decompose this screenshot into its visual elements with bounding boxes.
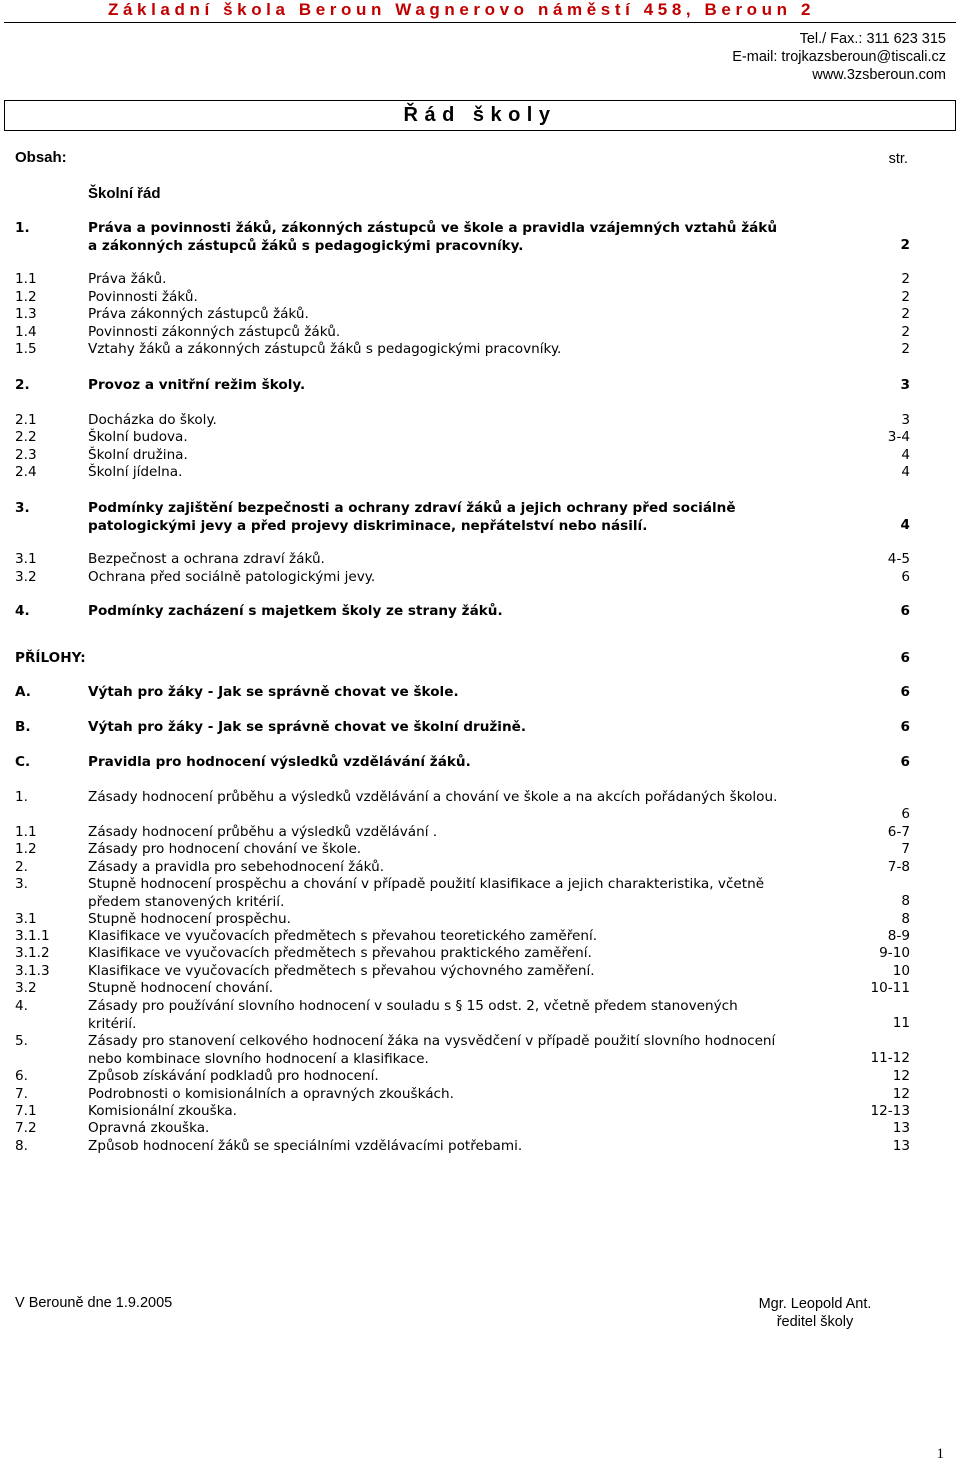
place-and-date: V Berouně dne 1.9.2005 [15,1295,173,1311]
toc-subheading: Školní řád [88,185,161,202]
toc-entry-number: B. [15,719,31,735]
toc-entry-title: Pravidla pro hodnocení výsledků vzdělávání žáků. [88,754,471,770]
toc-entry-page: 12-13 [870,1103,910,1119]
toc-entry-number: 3.1 [15,911,37,927]
toc-entry-number: 3.1.3 [15,963,50,979]
toc-entry-title: Podmínky zajištění bezpečnosti a ochrany zdraví žáků a jejich ochrany před sociálně patologickými jevy a před projevy diskriminace, nepřátelství nebo násilí. [88,500,736,534]
toc-entry-page: 10-11 [870,980,910,996]
phone-fax: Tel./ Fax.: 311 623 315 [799,31,946,47]
toc-entry-title: Stupně hodnocení chování. [88,980,274,996]
toc-entry-title: Klasifikace ve vyučovacích předmětech s převahou výchovného zaměření. [88,963,595,979]
toc-entry-title: Vztahy žáků a zákonných zástupců žáků s pedagogickými pracovníky. [88,341,562,357]
toc-entry-number: 2. [15,859,28,875]
toc-entry-number: 7. [15,1086,28,1102]
signature-role: ředitel školy [776,1314,854,1330]
toc-entry-title: Práva a povinnosti žáků, zákonných zástupců ve škole a pravidla vzájemných vztahů žáků a zákonných zástupců žáků s pedagogickými pracovníky. [88,220,778,254]
toc-entry-page: 8 [901,911,910,927]
toc-entry-number: 1.5 [15,341,37,357]
toc-entry-number: 3.1.1 [15,928,50,944]
toc-entry-number: 7.1 [15,1103,37,1119]
toc-entry-number: 2.4 [15,464,37,480]
toc-entry-title: Povinnosti žáků. [88,289,198,305]
toc-entry-title: Způsob získávání podkladů pro hodnocení. [88,1068,379,1084]
toc-entry-number: 1. [15,220,30,236]
website-link[interactable]: www.3zsberoun.com [812,67,946,83]
signature-name: Mgr. Leopold Ant. [758,1296,872,1312]
toc-entry-number: 5. [15,1033,28,1049]
toc-entry-title: Klasifikace ve vyučovacích předmětech s převahou praktického zaměření. [88,945,592,961]
toc-entry-title: Stupně hodnocení prospěchu a chování v případě použití klasifikace a jejich charakteristika, včetně předem stanovených kritérií. [88,876,765,910]
toc-page-column-label: str. [888,151,908,167]
toc-entry-number: 7.2 [15,1120,37,1136]
toc-entry-number: 3. [15,876,28,892]
toc-entry-title: Zásady pro stanovení celkového hodnocení žáka na vysvědčení v případě použití slovního hodnocení nebo kombinace slovního hodnocení a klasifikace. [88,1033,776,1067]
toc-entry-number: 2.3 [15,447,37,463]
toc-entry-number: 3.2 [15,569,37,585]
toc-entry-page: 11-12 [870,1050,910,1066]
toc-entry-page: 13 [892,1138,910,1154]
toc-entry-title: Práva žáků. [88,271,167,287]
toc-entry-page: 7-8 [887,859,910,875]
toc-entry-title: Komisionální zkouška. [88,1103,238,1119]
toc-entry-number: 1. [15,789,28,805]
toc-entry-title: Školní budova. [88,429,188,445]
toc-entry-page: 2 [901,306,910,322]
signature-block [745,1295,885,1331]
toc-entry-title: Opravná zkouška. [88,1120,210,1136]
toc-entry-number: 4. [15,603,30,619]
toc-entry-page: 3-4 [887,429,910,445]
toc-entry-page: 6 [900,603,910,619]
toc-entry-number: 1.1 [15,271,37,287]
toc-entry-page: 9-10 [879,945,910,961]
toc-entry-number: 1.2 [15,841,37,857]
toc-entry-number: 1.2 [15,289,37,305]
toc-entry-page: 12 [892,1086,910,1102]
toc-entry-page: 12 [892,1068,910,1084]
email-address[interactable]: E-mail: trojkazsberoun@tiscali.cz [732,49,946,65]
toc-entry-title: Zásady pro používání slovního hodnocení v souladu s § 15 odst. 2, včetně předem stanovených kritérií. [88,998,738,1032]
toc-entry-title: Stupně hodnocení prospěchu. [88,911,291,927]
toc-entry-page: 7 [901,841,910,857]
toc-entry-title: Povinnosti zákonných zástupců žáků. [88,324,341,340]
toc-entry-title: Zásady hodnocení průběhu a výsledků vzdělávání a chování ve škole a na akcích pořádaných školou. [88,789,778,805]
toc-entry-title: Podrobnosti o komisionálních a opravných zkouškách. [88,1086,454,1102]
toc-heading: Obsah: [15,149,67,166]
toc-entry-number: C. [15,754,31,770]
header-divider [4,22,956,23]
toc-entry-page: 6 [900,754,910,770]
toc-entry-title: Způsob hodnocení žáků se speciálními vzdělávacími potřebami. [88,1138,523,1154]
toc-entry-number: 3.1 [15,551,37,567]
toc-entry-number: A. [15,684,31,700]
toc-entry-page: 2 [901,289,910,305]
toc-entry-page: 8 [901,893,910,909]
toc-entry-title: Bezpečnost a ochrana zdraví žáků. [88,551,325,567]
document-title: Řád školy [403,104,557,126]
toc-entry-number: 1.4 [15,324,37,340]
toc-entry-number: 2.1 [15,412,37,428]
toc-entry-page: 3 [901,412,910,428]
toc-entry-title: Práva zákonných zástupců žáků. [88,306,309,322]
toc-entry-number: 3.2 [15,980,37,996]
toc-entry-page: 6 [901,806,910,822]
toc-entry-title: Provoz a vnitřní režim školy. [88,377,306,393]
toc-entry-page: 2 [900,237,910,253]
toc-entry-number: 4. [15,998,28,1014]
toc-entry-title: Výtah pro žáky - Jak se správně chovat ve školní družině. [88,719,527,735]
page-number: 1 [936,1446,944,1462]
toc-entry-number: 1.1 [15,824,37,840]
toc-entry-page: 6 [901,569,910,585]
toc-entry-page: 6 [900,650,910,666]
toc-entry-page: 6-7 [887,824,910,840]
toc-entry-title: Výtah pro žáky - Jak se správně chovat ve škole. [88,684,459,700]
toc-entry-title: Zásady pro hodnocení chování ve škole. [88,841,362,857]
toc-entry-number: 2.2 [15,429,37,445]
toc-entry-title: Školní družina. [88,447,188,463]
toc-entry-title: Zásady a pravidla pro sebehodnocení žáků. [88,859,385,875]
toc-entry-number: 3.1.2 [15,945,50,961]
toc-entry-page: 10 [892,963,910,979]
toc-entry-title: Zásady hodnocení průběhu a výsledků vzdělávání . [88,824,438,840]
toc-entry-page: 2 [901,271,910,287]
toc-entry-page: 4 [901,464,910,480]
toc-entry-page: 4-5 [887,551,910,567]
toc-entry-page: 13 [892,1120,910,1136]
toc-entry-page: 2 [901,324,910,340]
toc-entry-title: Podmínky zacházení s majetkem školy ze strany žáků. [88,603,503,619]
toc-entry-number: 8. [15,1138,28,1154]
toc-entry-page: 11 [892,1015,910,1031]
toc-entry-page: 4 [901,447,910,463]
toc-entry-title: Klasifikace ve vyučovacích předmětech s převahou teoretického zaměření. [88,928,598,944]
toc-entry-page: 6 [900,684,910,700]
toc-entry-page: 3 [900,377,910,393]
toc-entry-title: Ochrana před sociálně patologickými jevy. [88,569,376,585]
school-name: Základní škola Beroun Wagnerovo náměstí 458, Beroun 2 [108,0,816,19]
toc-entry-page: 8-9 [887,928,910,944]
toc-entry-number: 2. [15,377,30,393]
toc-entry-number: 1.3 [15,306,37,322]
toc-entry-number: PŘÍLOHY: [15,650,86,666]
toc-entry-title: Školní jídelna. [88,464,183,480]
toc-entry-title: Docházka do školy. [88,412,217,428]
toc-entry-number: 6. [15,1068,28,1084]
toc-entry-page: 4 [900,517,910,533]
document-title-box [4,100,956,131]
toc-entry-page: 2 [901,341,910,357]
toc-entry-number: 3. [15,500,30,516]
toc-entry-page: 6 [900,719,910,735]
